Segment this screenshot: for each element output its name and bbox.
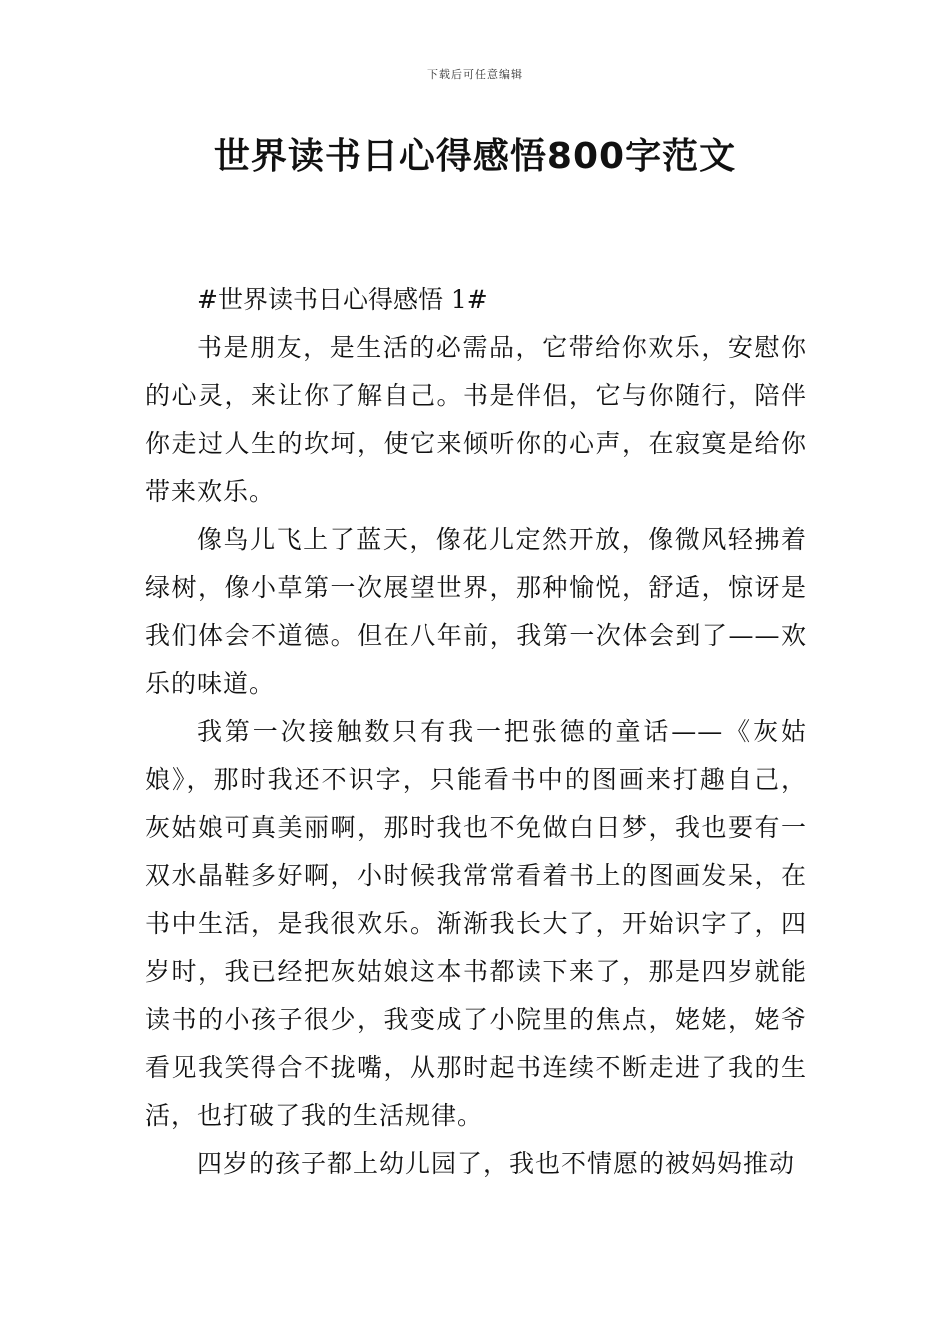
- paragraph: 书是朋友，是生活的必需品，它带给你欢乐，安慰你的心灵，来让你了解自己。书是伴侣，它与你随行，陪伴你走过人生的坎坷，使它来倾听你的心声，在寂寞是给你带来欢乐。: [145, 333, 807, 506]
- document-title: 世界读书日心得感悟800字范文: [213, 136, 737, 177]
- document-body: [145, 276, 807, 1188]
- section-heading: #世界读书日心得感悟 1#: [197, 285, 488, 314]
- page-header-note: 下载后可任意编辑: [427, 68, 523, 81]
- paragraph: 像鸟儿飞上了蓝天，像花儿定然开放，像微风轻拂着绿树，像小草第一次展望世界，那种愉悦，舒适，惊讶是我们体会不道德。但在八年前，我第一次体会到了——欢乐的味道。: [145, 525, 807, 698]
- paragraph: 四岁的孩子都上幼儿园了，我也不情愿的被妈妈推动: [197, 1149, 796, 1178]
- paragraph: 我第一次接触数只有我一把张德的童话——《灰姑娘》，那时我还不识字，只能看书中的图画来打趣自己，灰姑娘可真美丽啊，那时我也不免做白日梦，我也要有一双水晶鞋多好啊，小时候我常常看着书上的图画发呆，在书中生活，是我很欢乐。渐渐我长大了，开始识字了，四岁时，我已经把灰姑娘这本书都读下来了，那是四岁就能读书的小孩子很少，我变成了小院里的焦点，姥姥，姥爷看见我笑得合不拢嘴，从那时起书连续不断走进了我的生活，也打破了我的生活规律。: [145, 717, 807, 1130]
